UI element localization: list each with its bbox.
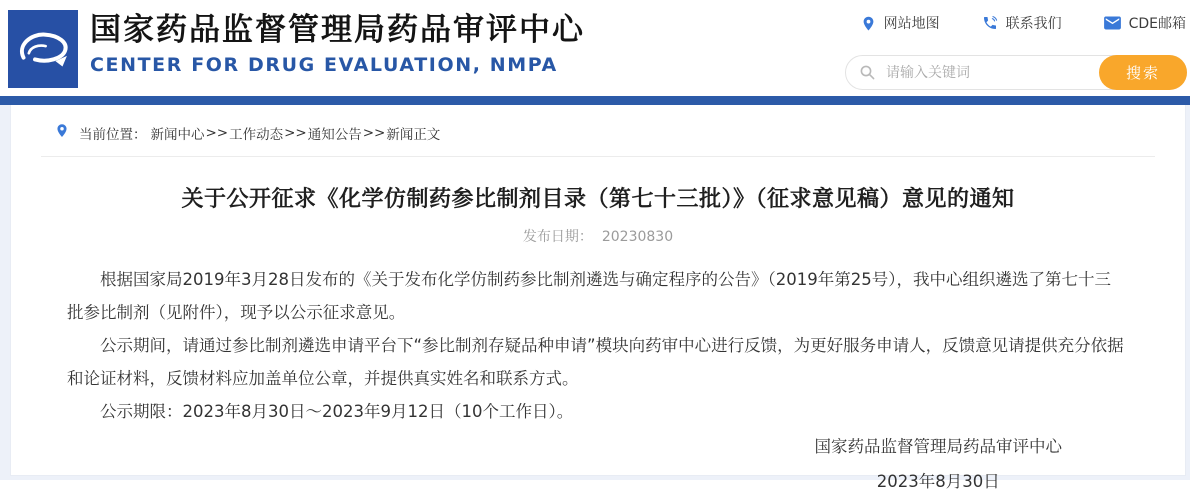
contact-us-link-label: 联系我们 xyxy=(1005,16,1062,32)
search-button[interactable]: 搜索 xyxy=(1099,55,1187,90)
site-title-en: CENTER FOR DRUG EVALUATION, NMPA xyxy=(90,54,558,76)
sitemap-link[interactable] xyxy=(861,13,940,33)
signature-date: 2023年8月30日 xyxy=(876,472,1000,491)
cde-fish-logo-icon xyxy=(12,14,74,84)
breadcrumb-item-news-center[interactable]: 新闻中心 xyxy=(150,126,205,143)
contact-us-link[interactable] xyxy=(982,13,1062,33)
page-background xyxy=(0,105,1190,491)
site-logo[interactable] xyxy=(8,10,78,88)
breadcrumb-separator: >> xyxy=(284,124,307,141)
breadcrumb-pin-icon xyxy=(55,122,69,143)
article-paragraph: 公示期间，请通过参比制剂遴选申请平台下“参比制剂存疑品种申请”模块向药审中心进行反馈，为更好服务申请人，反馈意见请提供充分依据和论证材料，反馈材料应加盖单位公章，并提供真实姓名和联系方式。 xyxy=(67,336,1124,388)
signature-organization: 国家药品监督管理局药品审评中心 xyxy=(814,437,1062,456)
breadcrumb-item-article[interactable]: 新闻正文 xyxy=(386,126,441,143)
site-header xyxy=(0,0,1190,96)
brand-block xyxy=(90,11,585,76)
article-title: 关于公开征求《化学仿制药参比制剂目录（第七十三批）》（征求意见稿）意见的通知 xyxy=(181,187,1015,212)
header-divider-bar xyxy=(0,96,1190,105)
breadcrumb-item-work-dynamics[interactable]: 工作动态 xyxy=(229,126,284,143)
breadcrumb-separator: >> xyxy=(205,124,229,141)
publish-date-row xyxy=(11,226,1185,246)
breadcrumb-divider xyxy=(41,156,1155,157)
breadcrumb xyxy=(11,105,1185,143)
content-panel xyxy=(10,105,1186,491)
publish-date-value: 20230830 xyxy=(601,229,674,245)
breadcrumb-item-notices[interactable]: 通知公告 xyxy=(307,126,362,143)
cde-mail-link[interactable] xyxy=(1104,13,1186,33)
article-paragraph: 根据国家局2019年3月28日发布的《关于发布化学仿制药参比制剂遴选与确定程序的公告》（2019年第25号），我中心组织遴选了第七十三批参比制剂（见附件），现予以公示征求意见。 xyxy=(67,270,1111,322)
site-title-cn: 国家药品监督管理局药品审评中心 xyxy=(90,12,585,48)
mail-icon xyxy=(1104,16,1121,30)
article-body xyxy=(67,263,1127,428)
article-signature xyxy=(815,429,1063,499)
article-paragraph: 公示期限：2023年8月30日～2023年9月12日（10个工作日）。 xyxy=(100,402,574,421)
breadcrumb-label: 当前位置： xyxy=(79,126,147,143)
sitemap-link-label: 网站地图 xyxy=(883,16,940,32)
publish-date-label: 发布日期： xyxy=(522,229,593,245)
header-search xyxy=(845,55,1187,90)
search-icon xyxy=(859,64,876,85)
breadcrumb-separator: >> xyxy=(362,124,386,141)
map-pin-icon xyxy=(861,15,876,32)
phone-icon xyxy=(982,15,998,31)
header-quick-links xyxy=(861,13,1186,33)
cde-mail-link-label: CDE邮箱 xyxy=(1128,16,1186,32)
